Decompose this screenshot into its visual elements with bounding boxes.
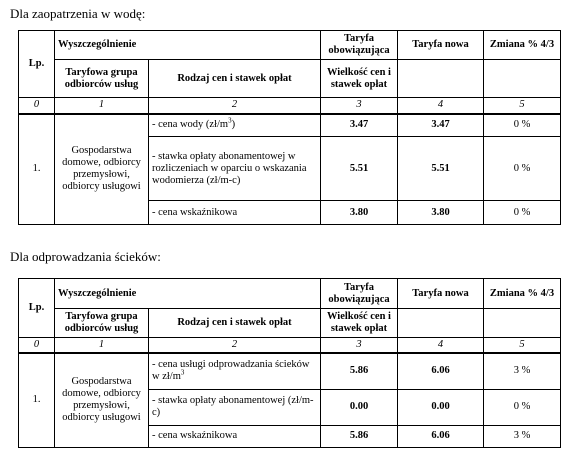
- price-change: 0 %: [484, 114, 561, 137]
- new-price: 5.51: [398, 137, 484, 201]
- column-number: 4: [398, 98, 484, 114]
- column-number: 5: [484, 338, 561, 354]
- column-number: 1: [55, 98, 149, 114]
- header-wyszczegolnienie: Wyszczególnienie: [55, 279, 321, 309]
- header-wyszczegolnienie: Wyszczególnienie: [55, 31, 321, 60]
- column-number: 0: [19, 338, 55, 354]
- column-number: 4: [398, 338, 484, 354]
- price-label: - cena wskaźnikowa: [149, 425, 321, 447]
- column-number-row: [19, 338, 561, 354]
- header-taryfa-nowa: Taryfa nowa: [398, 279, 484, 309]
- current-price: 3.80: [321, 201, 398, 225]
- current-price: 3.47: [321, 114, 398, 137]
- price-label: - stawka opłaty abonamentowej (zł/m-c): [149, 389, 321, 425]
- table-row: [19, 114, 561, 137]
- column-number-row: [19, 98, 561, 114]
- customer-group: Gospodarstwa domowe, odbiorcy przemysłowi, odbiorcy usługowi: [55, 353, 149, 447]
- column-number: 1: [55, 338, 149, 354]
- empty-cell: [398, 60, 484, 98]
- empty-cell: [484, 309, 561, 338]
- header-wielkosc-cen: Wielkość cen i stawek opłat: [321, 60, 398, 98]
- table-header-row: [19, 31, 561, 60]
- header-taryfowa-grupa: Taryfowa grupa odbiorców usług: [55, 60, 149, 98]
- section-title-water: Dla zaopatrzenia w wodę:: [10, 6, 146, 21]
- table-subheader-row: [19, 309, 561, 338]
- price-change: 3 %: [484, 425, 561, 447]
- new-price: 3.80: [398, 201, 484, 225]
- table-header-row: [19, 279, 561, 309]
- current-price: 5.51: [321, 137, 398, 201]
- price-label: - cena wskaźnikowa: [149, 201, 321, 225]
- header-zmiana: Zmiana % 4/3: [484, 31, 561, 60]
- column-number: 3: [321, 98, 398, 114]
- customer-group: Gospodarstwa domowe, odbiorcy przemysłowi, odbiorcy usługowi: [55, 114, 149, 225]
- new-price: 0.00: [398, 389, 484, 425]
- empty-cell: [398, 309, 484, 338]
- price-label: - cena usługi odprowadzania ścieków w $zł/m^3$: [149, 353, 321, 389]
- empty-cell: [484, 60, 561, 98]
- tariff-table-water: [18, 30, 561, 225]
- header-zmiana: Zmiana % 4/3: [484, 279, 561, 309]
- header-rodzaj-cen: Rodzaj cen i stawek opłat: [149, 309, 321, 338]
- new-price: 3.47: [398, 114, 484, 137]
- header-wielkosc-cen: Wielkość cen i stawek opłat: [321, 309, 398, 338]
- price-label: - cena wody $(zł/m^3)$: [149, 114, 321, 137]
- price-change: 0 %: [484, 201, 561, 225]
- header-taryfowa-grupa: Taryfowa grupa odbiorców usług: [55, 309, 149, 338]
- price-change: 0 %: [484, 137, 561, 201]
- header-taryfa-obowiazujaca: Taryfa obowiązująca: [321, 31, 398, 60]
- column-number: 5: [484, 98, 561, 114]
- column-number: 3: [321, 338, 398, 354]
- column-number: 2: [149, 98, 321, 114]
- price-label: - stawka opłaty abonamentowej w rozliczeniach w oparciu o wskazania wodomierza (zł/m-c): [149, 137, 321, 201]
- table-subheader-row: [19, 60, 561, 98]
- current-price: 5.86: [321, 353, 398, 389]
- header-lp: Lp.: [19, 31, 55, 98]
- section-title-sewage: Dla odprowadzania ścieków:: [10, 249, 161, 264]
- header-rodzaj-cen: Rodzaj cen i stawek opłat: [149, 60, 321, 98]
- header-taryfa-nowa: Taryfa nowa: [398, 31, 484, 60]
- tariff-table-sewage: [18, 278, 561, 448]
- row-number: 1.: [19, 114, 55, 225]
- column-number: 0: [19, 98, 55, 114]
- new-price: 6.06: [398, 425, 484, 447]
- table-row: [19, 353, 561, 389]
- current-price: 5.86: [321, 425, 398, 447]
- current-price: 0.00: [321, 389, 398, 425]
- new-price: 6.06: [398, 353, 484, 389]
- header-lp: Lp.: [19, 279, 55, 338]
- row-number: 1.: [19, 353, 55, 447]
- header-taryfa-obowiazujaca: Taryfa obowiązująca: [321, 279, 398, 309]
- column-number: 2: [149, 338, 321, 354]
- price-change: 0 %: [484, 389, 561, 425]
- price-change: 3 %: [484, 353, 561, 389]
